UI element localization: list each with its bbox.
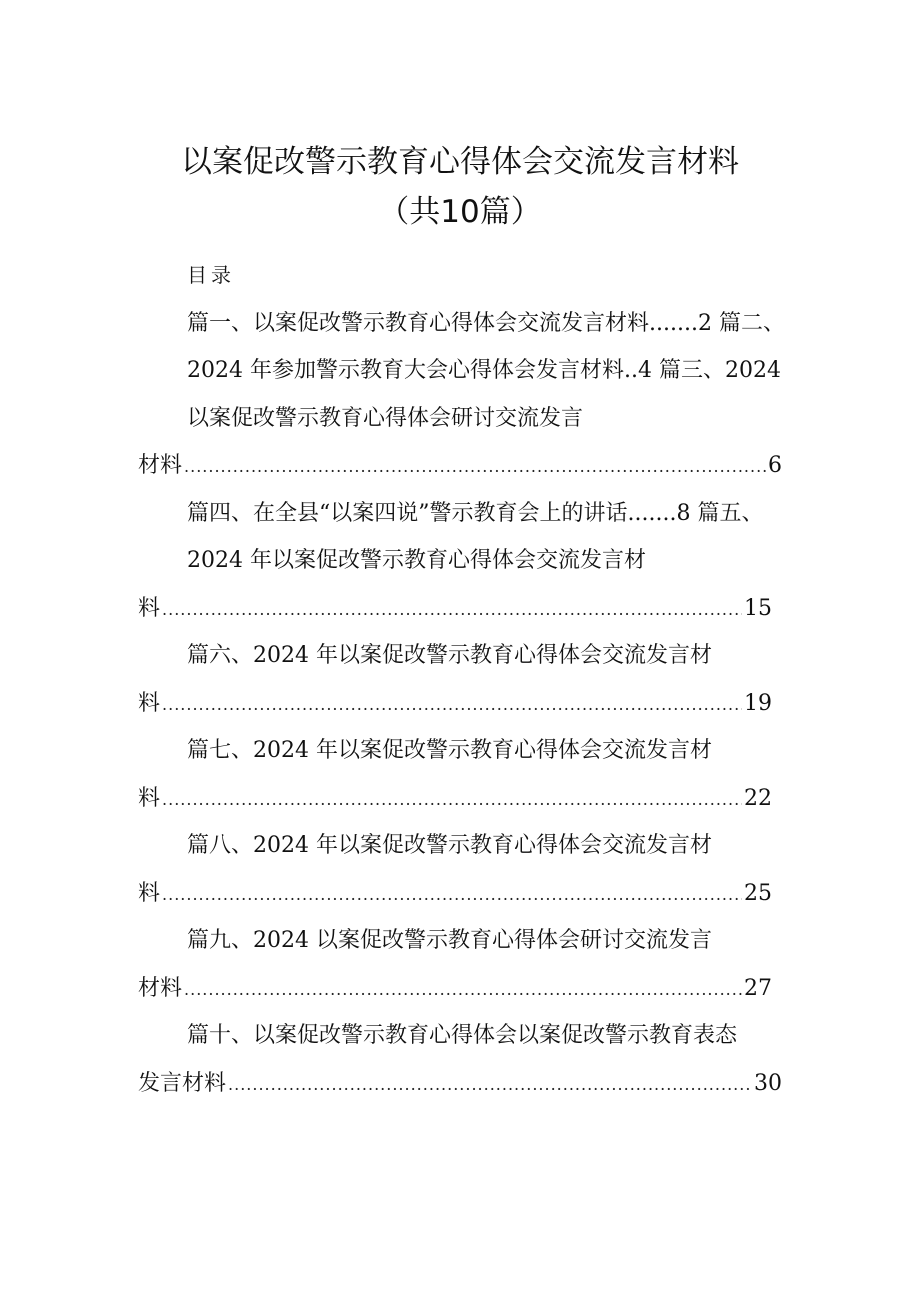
toc-line[interactable]: 篇一、以案促改警示教育心得体会交流发言材料.......2 篇二、 — [187, 311, 785, 336]
toc-entry-leader[interactable] — [138, 879, 772, 910]
toc-dot-leader — [228, 1070, 752, 1100]
toc-entry-text: 料 — [138, 786, 161, 811]
toc-page-number: 25 — [744, 881, 772, 906]
toc-heading: 目录 — [187, 263, 235, 287]
toc-dot-leader — [162, 785, 742, 815]
toc-dot-leader — [162, 595, 742, 625]
toc-line[interactable]: 篇十、以案促改警示教育心得体会以案促改警示教育表态 — [187, 1023, 738, 1048]
toc-line[interactable]: 篇九、2024 以案促改警示教育心得体会研讨交流发言 — [187, 928, 712, 953]
toc-line[interactable]: 篇六、2024 年以案促改警示教育心得体会交流发言材 — [187, 643, 712, 668]
toc-dot-leader — [162, 690, 742, 720]
toc-entry-text: 料 — [138, 596, 161, 621]
toc-page-number: 27 — [744, 976, 772, 1001]
toc-page-number: 22 — [744, 786, 772, 811]
toc-entry-text: 料 — [138, 881, 161, 906]
toc-line[interactable]: 2024 年参加警示教育大会心得体会发言材料..4 篇三、2024 — [187, 358, 781, 383]
toc-dot-leader — [184, 452, 766, 482]
toc-line[interactable]: 篇七、2024 年以案促改警示教育心得体会交流发言材 — [187, 738, 712, 763]
toc-dot-leader — [162, 880, 742, 910]
toc-entry-text: 发言材料 — [138, 1071, 227, 1096]
toc-line[interactable]: 篇四、在全县“以案四说”警示教育会上的讲话.......8 篇五、 — [187, 501, 764, 526]
toc-entry-leader[interactable] — [138, 594, 772, 625]
toc-entry-leader[interactable] — [138, 451, 782, 482]
toc-entry-text: 材料 — [138, 453, 183, 478]
toc-entry-leader[interactable] — [138, 1069, 782, 1100]
toc-entry-leader[interactable] — [138, 689, 772, 720]
toc-entry-text: 料 — [138, 691, 161, 716]
toc-entry-leader[interactable] — [138, 784, 772, 815]
toc-page-number: 6 — [768, 453, 782, 478]
toc-page-number: 15 — [744, 596, 772, 621]
toc-entry-text: 材料 — [138, 976, 183, 1001]
toc-dot-leader — [184, 975, 742, 1005]
document-subtitle: （共10篇） — [378, 194, 542, 230]
document-title: 以案促改警示教育心得体会交流发言材料 — [181, 144, 739, 180]
toc-page-number: 30 — [754, 1071, 782, 1096]
toc-line[interactable]: 以案促改警示教育心得体会研讨交流发言 — [187, 406, 584, 431]
toc-entry-leader[interactable] — [138, 974, 772, 1005]
toc-line[interactable]: 2024 年以案促改警示教育心得体会交流发言材 — [187, 548, 646, 573]
toc-page-number: 19 — [744, 691, 772, 716]
toc-line[interactable]: 篇八、2024 年以案促改警示教育心得体会交流发言材 — [187, 833, 712, 858]
